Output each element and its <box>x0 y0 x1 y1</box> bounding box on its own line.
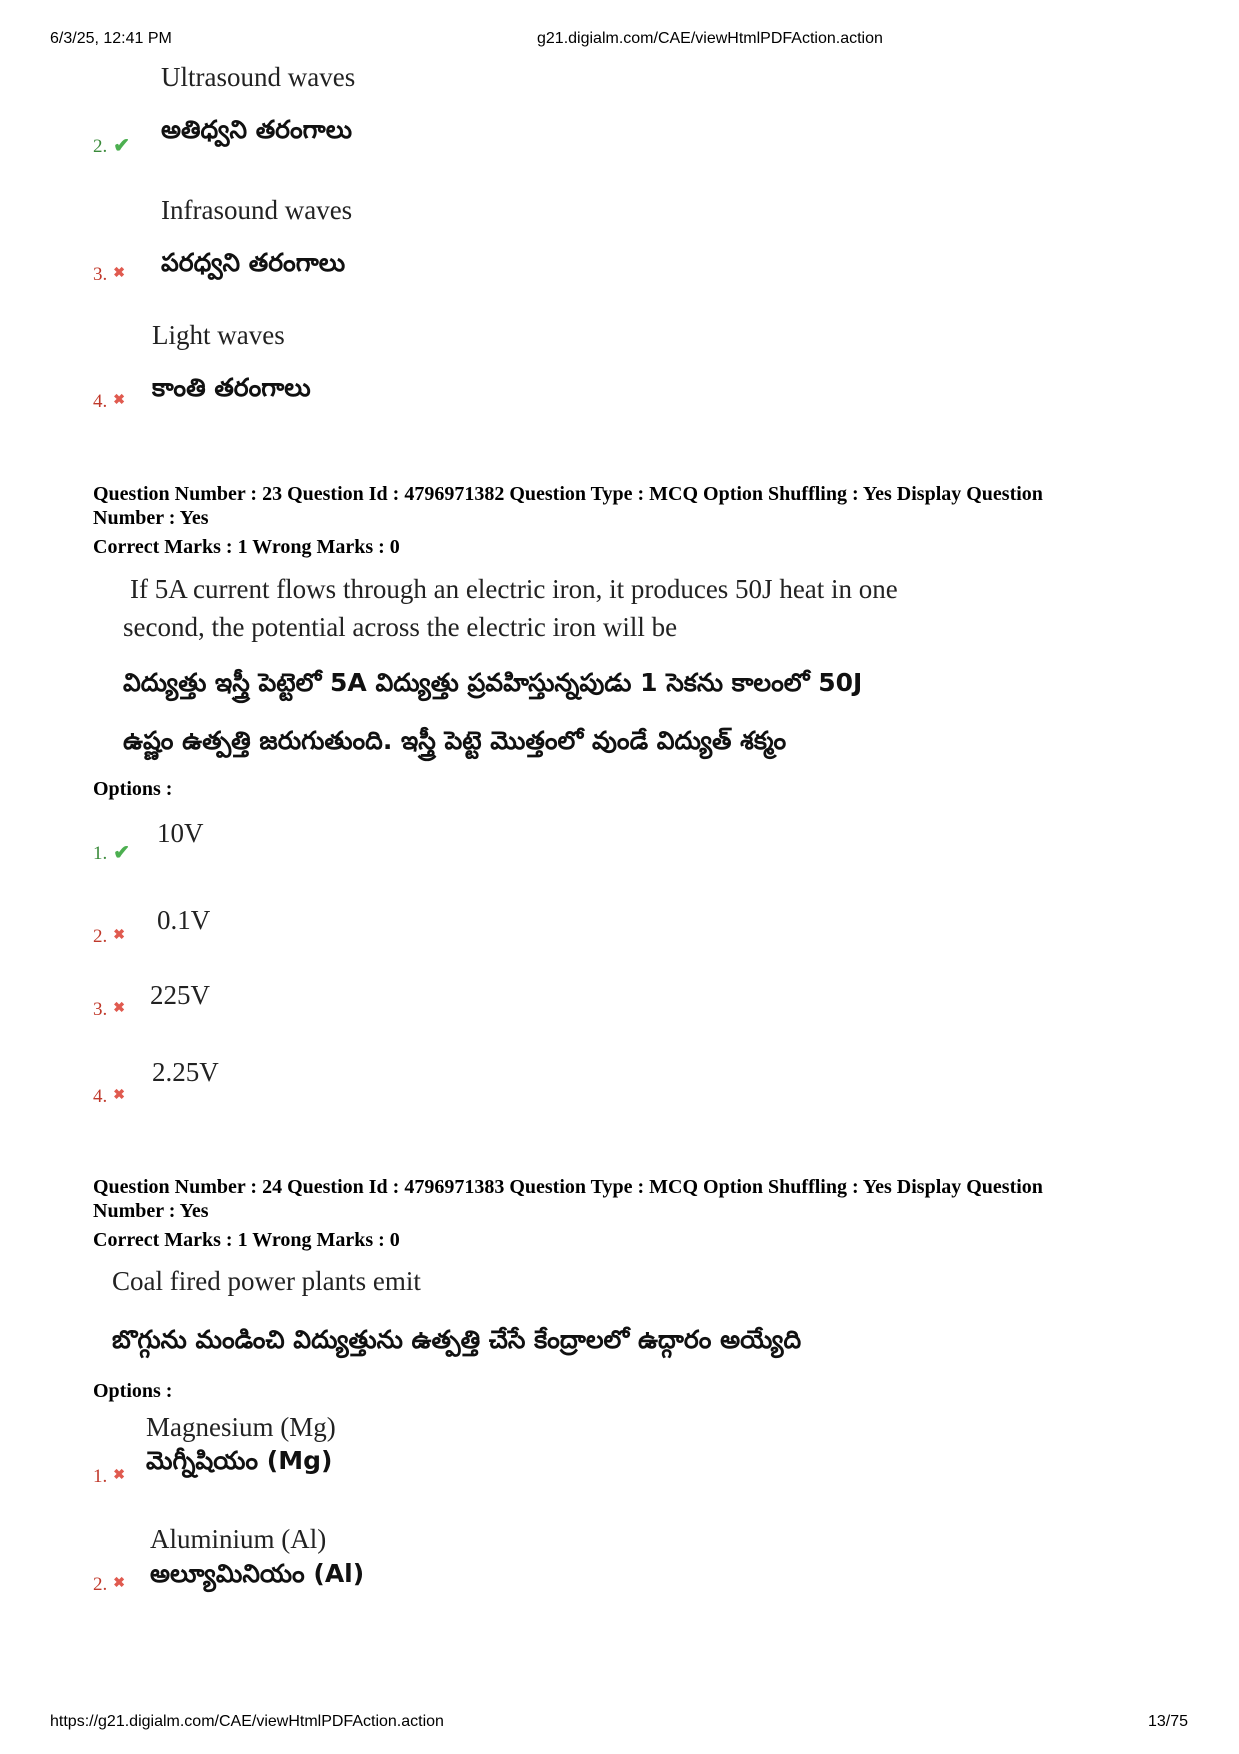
q23-option-1-number: 1. ✔ <box>93 842 131 864</box>
q24-option-1-en: Magnesium (Mg) <box>146 1412 336 1442</box>
print-datetime: 6/3/25, 12:41 PM <box>50 30 172 47</box>
q24-marks: Correct Marks : 1 Wrong Marks : 0 <box>93 1229 400 1251</box>
q23-text-te-line1: విద్యుత్తు ఇస్త్రీ పెట్టెలో 5A విద్యుత్తు ప్రవహిస్తున్నపుడు 1 సెకను కాలంలో 50J <box>123 668 863 697</box>
check-icon: ✔ <box>113 135 131 157</box>
q24-option-1-te: మెగ్నీషియం (Mg) <box>146 1446 333 1475</box>
q23-meta-line2: Number : Yes <box>93 507 209 529</box>
q24-option-1-number: 1. ✖ <box>93 1466 125 1487</box>
q23-option-3: 225V <box>150 980 210 1010</box>
prev-option-4-te: కాంతి తరంగాలు <box>152 373 311 402</box>
q24-option-2-te: అల్యూమినియం (Al) <box>150 1559 365 1588</box>
print-url: g21.digialm.com/CAE/viewHtmlPDFAction.action <box>537 30 883 47</box>
prev-option-3-en: Infrasound waves <box>161 195 353 225</box>
cross-icon: ✖ <box>113 1088 125 1103</box>
q23-marks: Correct Marks : 1 Wrong Marks : 0 <box>93 536 400 558</box>
q23-meta-line1: Question Number : 23 Question Id : 4796971382 Question Type : MCQ Option Shuffling : Yes Display Question <box>93 483 1043 505</box>
q24-option-2-number: 2. ✖ <box>93 1574 125 1595</box>
q24-text-en-line1: Coal fired power plants emit <box>112 1266 421 1296</box>
q23-text-en-line1: If 5A current flows through an electric iron, it produces 50J heat in one <box>130 574 898 604</box>
cross-icon: ✖ <box>113 1576 125 1591</box>
q24-meta-line1: Question Number : 24 Question Id : 4796971383 Question Type : MCQ Option Shuffling : Yes Display Question <box>93 1176 1043 1198</box>
cross-icon: ✖ <box>113 1468 125 1483</box>
prev-option-2-number: 2. ✔ <box>93 135 131 157</box>
q24-meta <box>93 1175 1153 1252</box>
cross-icon: ✖ <box>113 1001 125 1016</box>
q23-option-1: 10V <box>157 818 204 848</box>
prev-option-4-en: Light waves <box>152 320 285 350</box>
q23-meta <box>93 482 1153 559</box>
prev-option-4-number: 4. ✖ <box>93 391 125 412</box>
q24-options-label: Options : <box>93 1380 173 1402</box>
prev-option-3-number: 3. ✖ <box>93 264 125 285</box>
cross-icon: ✖ <box>113 266 125 281</box>
q23-options-label: Options : <box>93 778 173 800</box>
q23-text-en-line2: second, the potential across the electric iron will be <box>123 612 678 642</box>
q23-option-3-number: 3. ✖ <box>93 999 125 1020</box>
q23-option-2: 0.1V <box>157 905 211 935</box>
q24-meta-line2: Number : Yes <box>93 1200 209 1222</box>
q24-text-te-line1: బొగ్గును మండించి విద్యుత్తును ఉత్పత్తి చేసే కేంద్రాలలో ఉద్గారం అయ్యేది <box>112 1325 802 1354</box>
prev-option-2-te: అతిధ్వని తరంగాలు <box>161 115 353 144</box>
q23-text-te-line2: ఉష్ణం ఉత్పత్తి జరుగుతుంది. ఇస్త్రీ పెట్టె మొత్తంలో వుండే విద్యుత్ శక్మం <box>123 726 787 755</box>
q24-option-2-en: Aluminium (Al) <box>150 1524 327 1554</box>
q23-option-4-number: 4. ✖ <box>93 1086 125 1107</box>
prev-option-3-te: పరధ్వని తరంగాలు <box>161 248 346 277</box>
footer-url: https://g21.digialm.com/CAE/viewHtmlPDFAction.action <box>50 1713 444 1730</box>
cross-icon: ✖ <box>113 393 125 408</box>
page-number: 13/75 <box>1148 1713 1189 1730</box>
cross-icon: ✖ <box>113 928 125 943</box>
q23-option-4: 2.25V <box>152 1057 219 1087</box>
q23-option-2-number: 2. ✖ <box>93 926 125 947</box>
check-icon: ✔ <box>113 842 131 864</box>
prev-option-2-en: Ultrasound waves <box>161 62 356 92</box>
